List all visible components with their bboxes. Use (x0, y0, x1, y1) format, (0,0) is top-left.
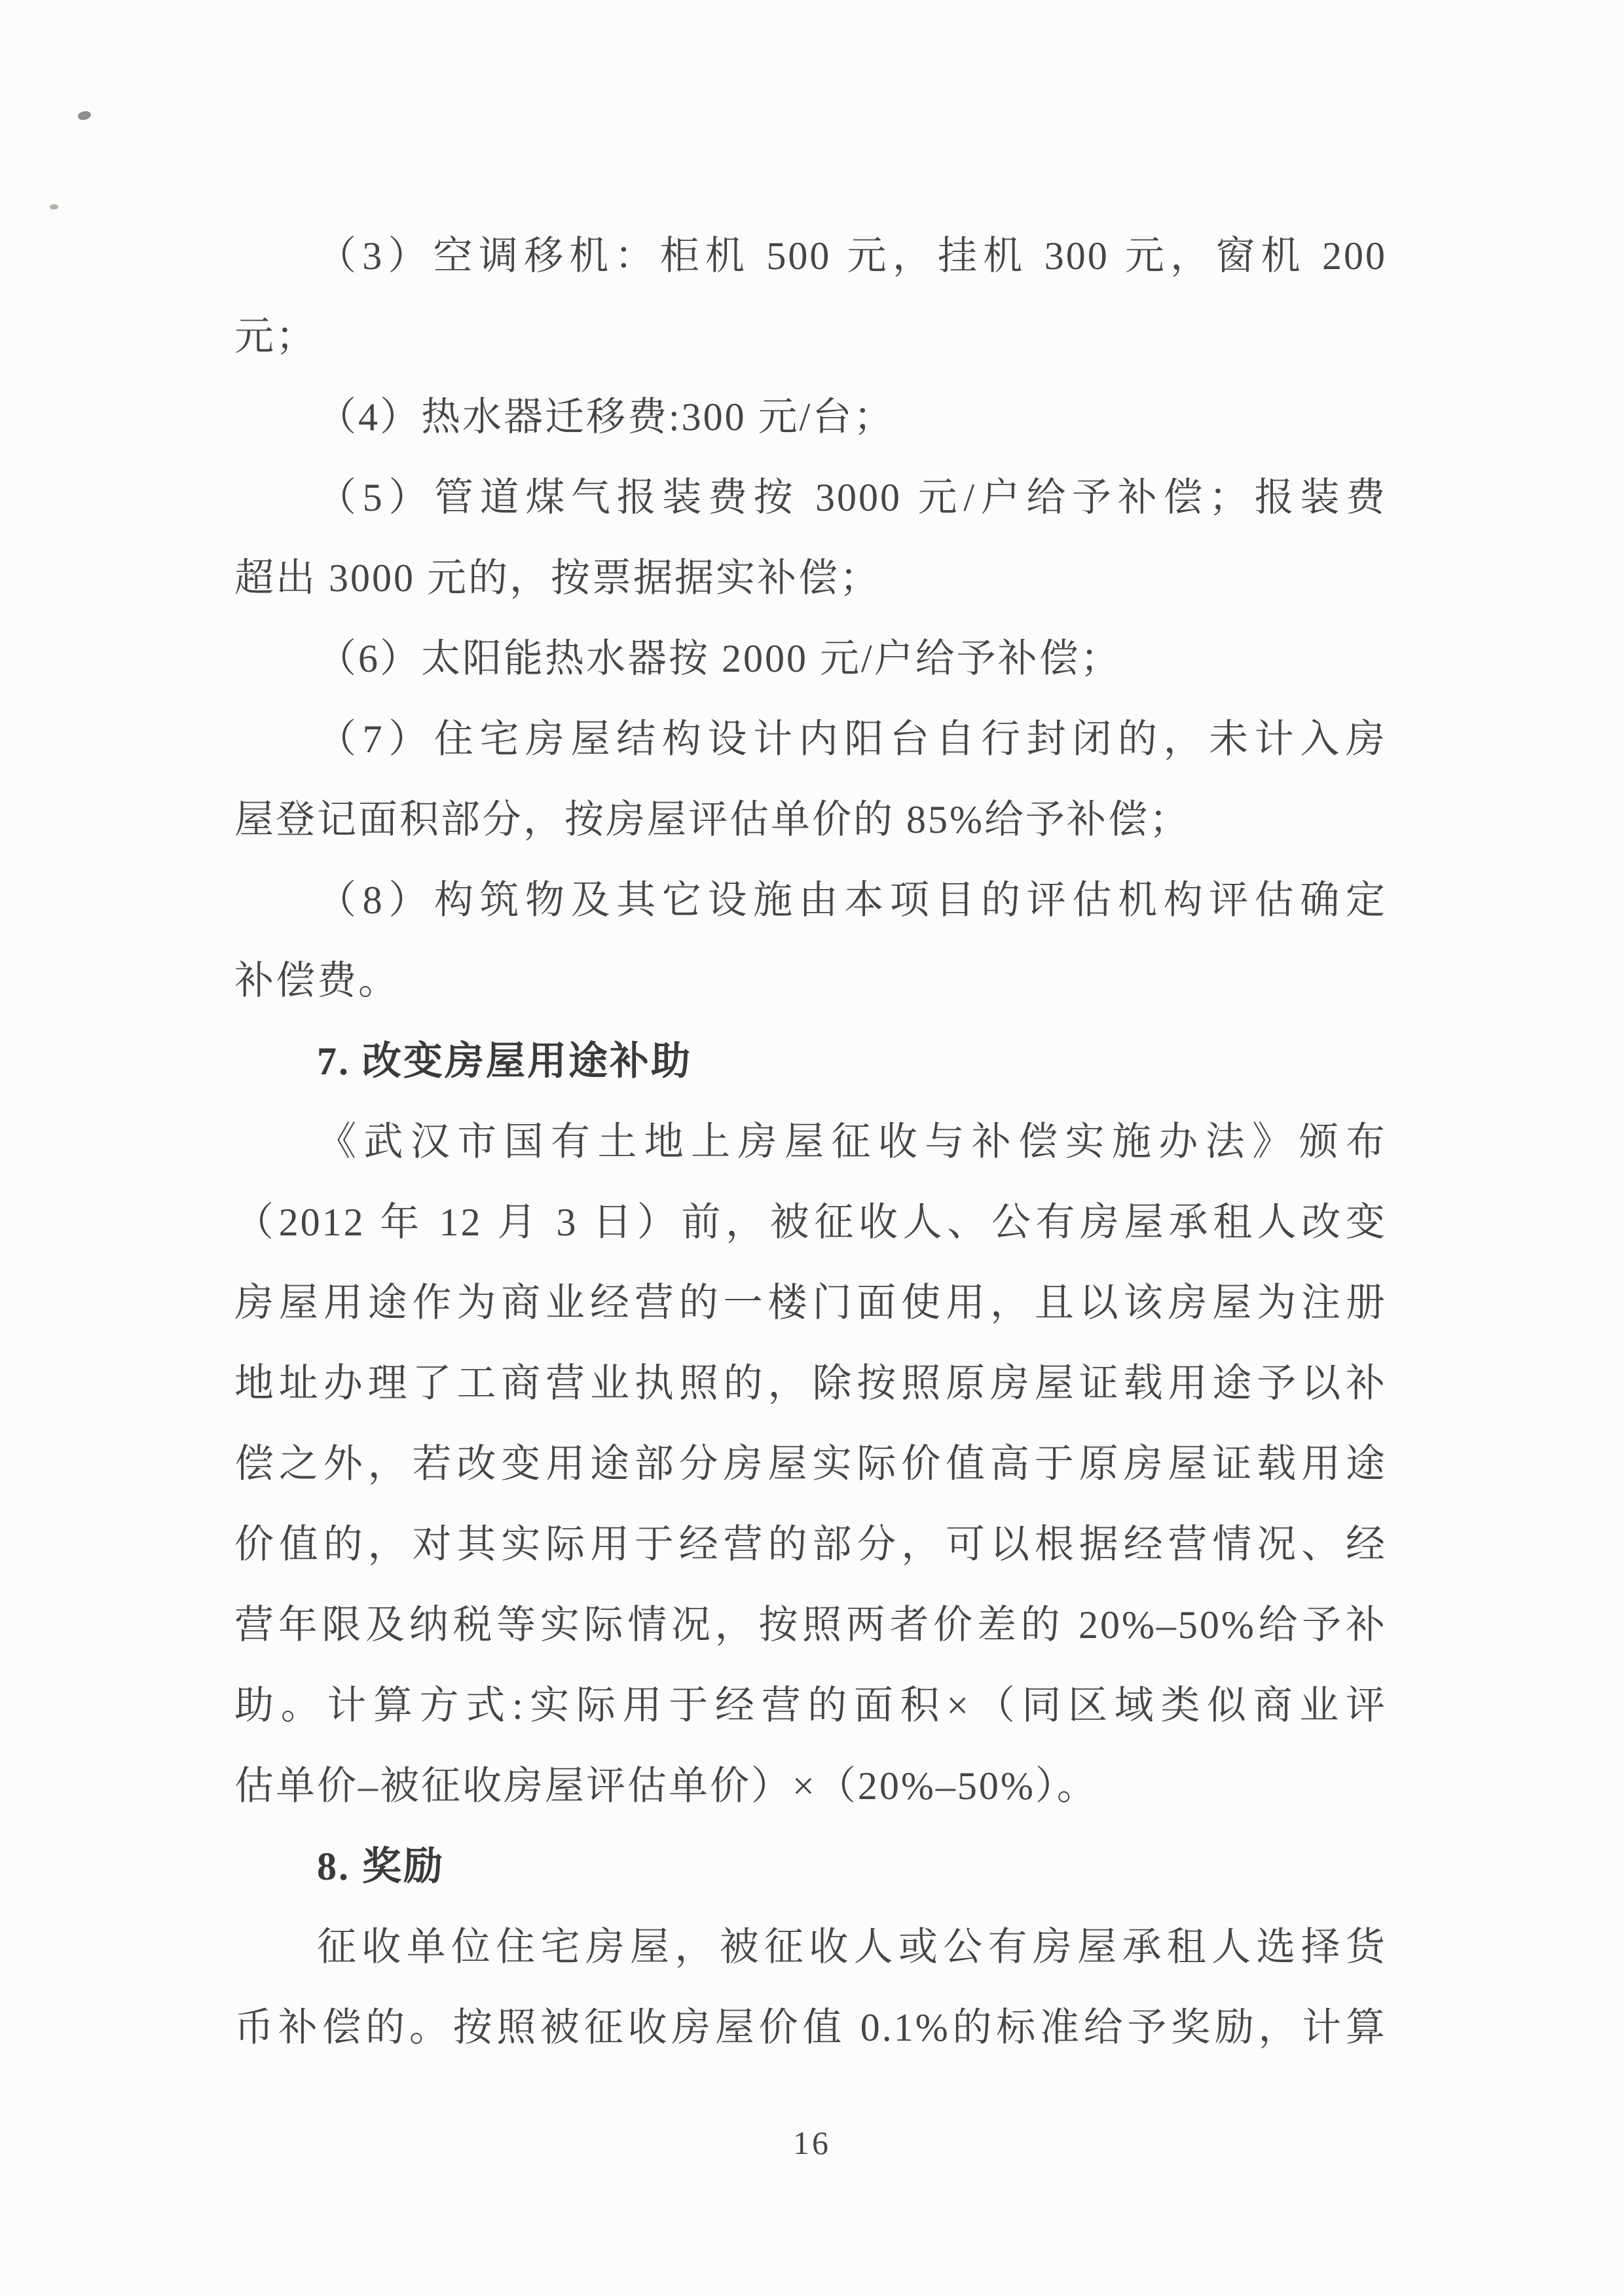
footer-page-number: 16 (793, 2124, 831, 2161)
ink-speck (50, 204, 59, 210)
ink-speck (77, 109, 92, 122)
text-line: 地址办理了工商营业执照的，除按照原房屋证载用途予以补 (234, 1362, 1387, 1405)
text-line: （8）构筑物及其它设施由本项目的评估机构评估确定 (317, 879, 1387, 922)
text-line: 《武汉市国有土地上房屋征收与补偿实施办法》颁布 (317, 1120, 1387, 1163)
text-line: 估单价–被征收房屋评估单价）×（20%–50%）。 (234, 1764, 1098, 1808)
section-heading: 7. 改变房屋用途补助 (317, 1040, 692, 1083)
text-line: （7）住宅房屋结构设计内阳台自行封闭的，未计入房 (317, 718, 1387, 761)
text-line: 价值的，对其实际用于经营的部分，可以根据经营情况、经 (234, 1523, 1387, 1566)
text-line: 屋登记面积部分，按房屋评估单价的 85%给予补偿； (234, 798, 1190, 841)
text-line: （6）太阳能热水器按 2000 元/户给予补偿； (317, 637, 1122, 680)
text-line: 征收单位住宅房屋，被征收人或公有房屋承租人选择货 (317, 1925, 1387, 1969)
text-line: 补偿费。 (234, 959, 399, 1002)
text-line: 币补偿的。按照被征收房屋价值 0.1%的标准给予奖励，计算 (234, 2006, 1387, 2049)
text-line: （2012 年 12 月 3 日）前，被征收人、公有房屋承租人改变 (234, 1201, 1387, 1244)
text-line: （3）空调移机：柜机 500 元，挂机 300 元，窗机 200 (317, 234, 1387, 278)
text-line: 助。计算方式:实际用于经营的面积×（同区域类似商业评 (234, 1684, 1387, 1727)
document-body (234, 216, 1387, 2068)
text-line: 偿之外，若改变用途部分房屋实际价值高于原房屋证载用途 (234, 1442, 1387, 1485)
text-line: 元； (234, 315, 317, 358)
text-line: 营年限及纳税等实际情况，按照两者价差的 20%–50%给予补 (234, 1603, 1387, 1647)
text-line: （4）热水器迁移费:300 元/台； (317, 395, 895, 439)
text-line: （5）管道煤气报装费按 3000 元/户给予补偿；报装费 (317, 476, 1387, 519)
text-line: 超出 3000 元的，按票据据实补偿； (234, 556, 881, 600)
text-line: 房屋用途作为商业经营的一楼门面使用，且以该房屋为注册 (234, 1281, 1387, 1324)
section-heading: 8. 奖励 (317, 1845, 445, 1888)
